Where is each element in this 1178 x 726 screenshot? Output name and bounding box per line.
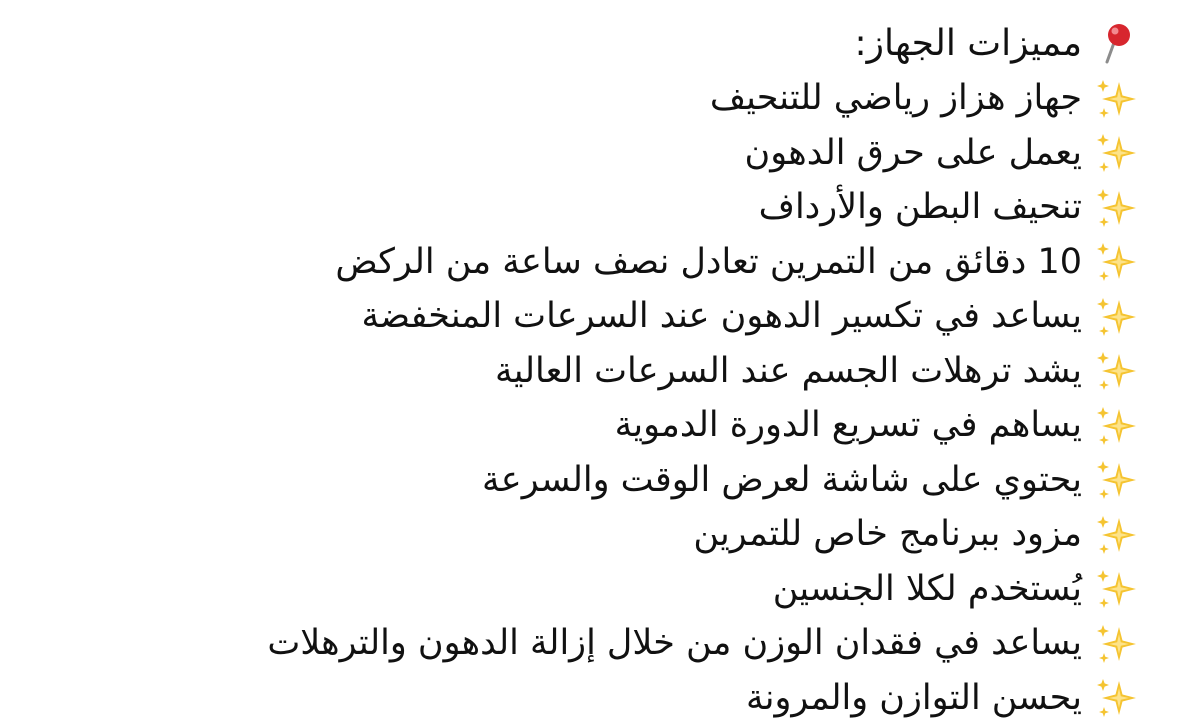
list-item bbox=[40, 344, 1140, 399]
feature-text: 10 دقائق من التمرين تعادل نصف ساعة من الركض bbox=[335, 241, 1082, 282]
feature-text: يحسن التوازن والمرونة bbox=[745, 677, 1082, 718]
sparkles-icon bbox=[1094, 130, 1140, 176]
feature-text: مزود ببرنامج خاص للتمرين bbox=[693, 514, 1082, 555]
feature-text: يُستخدم لكلا الجنسين bbox=[772, 568, 1082, 609]
sparkles-icon bbox=[1094, 621, 1140, 667]
sparkles-icon bbox=[1094, 512, 1140, 558]
list-item bbox=[40, 72, 1140, 127]
features-heading: مميزات الجهاز: bbox=[854, 23, 1082, 65]
sparkles-icon bbox=[1094, 348, 1140, 394]
sparkles-icon bbox=[1094, 566, 1140, 612]
list-item bbox=[40, 399, 1140, 454]
sparkles-icon bbox=[1094, 675, 1140, 721]
list-item bbox=[40, 508, 1140, 563]
list-item bbox=[40, 453, 1140, 508]
sparkles-icon bbox=[1094, 294, 1140, 340]
list-item bbox=[40, 290, 1140, 345]
list-item bbox=[40, 562, 1140, 617]
sparkles-icon bbox=[1094, 76, 1140, 122]
list-item bbox=[40, 181, 1140, 236]
feature-text: يساهم في تسريع الدورة الدموية bbox=[614, 405, 1082, 446]
feature-text: يشد ترهلات الجسم عند السرعات العالية bbox=[495, 350, 1082, 391]
feature-text: يحتوي على شاشة لعرض الوقت والسرعة bbox=[482, 459, 1082, 500]
sparkles-icon bbox=[1094, 403, 1140, 449]
list-item bbox=[40, 126, 1140, 181]
feature-text: يساعد في تكسير الدهون عند السرعات المنخفضة bbox=[361, 296, 1082, 337]
feature-text: جهاز هزاز رياضي للتنحيف bbox=[709, 78, 1082, 119]
feature-text: يعمل على حرق الدهون bbox=[744, 132, 1082, 173]
feature-text: تنحيف البطن والأرداف bbox=[758, 187, 1082, 228]
sparkles-icon bbox=[1094, 185, 1140, 231]
list-item bbox=[40, 671, 1140, 726]
feature-list bbox=[40, 17, 1140, 726]
sparkles-icon bbox=[1094, 239, 1140, 285]
features-header bbox=[40, 17, 1140, 72]
feature-text: يساعد في فقدان الوزن من خلال إزالة الدهون والترهلات bbox=[267, 623, 1082, 664]
round-pushpin-icon bbox=[1094, 21, 1140, 67]
list-item bbox=[40, 235, 1140, 290]
sparkles-icon bbox=[1094, 457, 1140, 503]
list-item bbox=[40, 617, 1140, 672]
